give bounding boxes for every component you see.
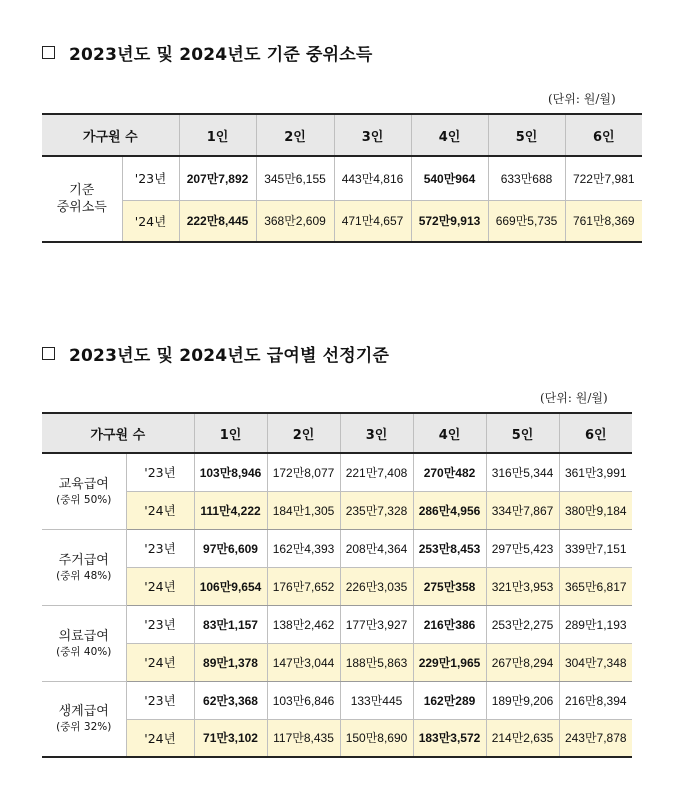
value-cell: 443만4,816 [334,156,411,200]
value-cell: 334만7,867 [486,491,559,529]
section2-unit: (단위: 원/월) [540,391,608,405]
value-cell: 633만688 [488,156,565,200]
value-cell: 270만482 [413,453,486,491]
year-cell: '23년 [126,681,194,719]
value-cell: 243만7,878 [559,719,632,757]
value-cell: 177만3,927 [340,605,413,643]
value-cell: 321만3,953 [486,567,559,605]
value-cell: 188만5,863 [340,643,413,681]
value-cell: 147만3,044 [267,643,340,681]
value-cell: 138만2,462 [267,605,340,643]
value-cell: 253만2,275 [486,605,559,643]
year-cell: '23년 [126,529,194,567]
value-cell: 183만3,572 [413,719,486,757]
value-cell: 216만8,394 [559,681,632,719]
table-row [42,605,632,643]
table-row [42,643,632,681]
value-cell: 267만8,294 [486,643,559,681]
value-cell: 235만7,328 [340,491,413,529]
value-cell: 214만2,635 [486,719,559,757]
section1-unit: (단위: 원/월) [548,92,616,106]
value-cell: 103만6,846 [267,681,340,719]
header-3-person: 3인 [334,114,411,156]
value-cell: 97만6,609 [194,529,267,567]
group-label-livelihood: 생계급여 (중위 32%) [42,681,126,757]
value-cell: 286만4,956 [413,491,486,529]
value-cell: 761만8,369 [565,200,642,242]
header-2-person: 2인 [256,114,334,156]
header-4-person: 4인 [413,413,486,453]
value-cell: 572만9,913 [411,200,488,242]
group-label-medical: 의료급여 (중위 40%) [42,605,126,681]
value-cell: 221만7,408 [340,453,413,491]
header-household-size: 가구원 수 [42,413,194,453]
value-cell: 229만1,965 [413,643,486,681]
value-cell: 380만9,184 [559,491,632,529]
group-label-education: 교육급여 (중위 50%) [42,453,126,529]
value-cell: 172만8,077 [267,453,340,491]
year-cell: '23년 [126,605,194,643]
value-cell: 207만7,892 [179,156,256,200]
year-cell: '23년 [122,156,179,200]
value-cell: 289만1,193 [559,605,632,643]
value-cell: 106만9,654 [194,567,267,605]
table-row [42,156,642,200]
header-5-person: 5인 [486,413,559,453]
header-1-person: 1인 [194,413,267,453]
year-cell: '24년 [126,719,194,757]
value-cell: 345만6,155 [256,156,334,200]
table-row [42,567,632,605]
section2-title-text: 2023년도 및 2024년도 급여별 선정기준 [69,346,390,366]
value-cell: 669만5,735 [488,200,565,242]
table-row [42,491,632,529]
value-cell: 361만3,991 [559,453,632,491]
value-cell: 540만964 [411,156,488,200]
header-4-person: 4인 [411,114,488,156]
checkbox-square-icon [42,46,55,59]
value-cell: 316만5,344 [486,453,559,491]
value-cell: 368만2,609 [256,200,334,242]
value-cell: 208만4,364 [340,529,413,567]
table-row [42,200,642,242]
value-cell: 176만7,652 [267,567,340,605]
value-cell: 216만386 [413,605,486,643]
header-household-size: 가구원 수 [42,114,179,156]
value-cell: 71만3,102 [194,719,267,757]
value-cell: 89만1,378 [194,643,267,681]
table-row [42,719,632,757]
value-cell: 83만1,157 [194,605,267,643]
value-cell: 189만9,206 [486,681,559,719]
value-cell: 150만8,690 [340,719,413,757]
value-cell: 162만4,393 [267,529,340,567]
value-cell: 222만8,445 [179,200,256,242]
value-cell: 304만7,348 [559,643,632,681]
median-income-table [42,113,642,243]
table-row [42,529,632,567]
value-cell: 253만8,453 [413,529,486,567]
value-cell: 184만1,305 [267,491,340,529]
header-6-person: 6인 [559,413,632,453]
value-cell: 62만3,368 [194,681,267,719]
section1-title-text: 2023년도 및 2024년도 기준 중위소득 [69,45,373,65]
year-cell: '24년 [126,567,194,605]
header-2-person: 2인 [267,413,340,453]
value-cell: 162만289 [413,681,486,719]
section2-title [42,341,389,366]
year-cell: '24년 [126,491,194,529]
table-row [42,681,632,719]
benefit-criteria-table [42,412,632,758]
value-cell: 297만5,423 [486,529,559,567]
group-label-housing: 주거급여 (중위 48%) [42,529,126,605]
value-cell: 133만445 [340,681,413,719]
group-label-median-income: 기준 중위소득 [42,156,122,242]
year-cell: '24년 [126,643,194,681]
header-6-person: 6인 [565,114,642,156]
value-cell: 339만7,151 [559,529,632,567]
checkbox-square-icon [42,347,55,360]
value-cell: 722만7,981 [565,156,642,200]
year-cell: '23년 [126,453,194,491]
value-cell: 226만3,035 [340,567,413,605]
value-cell: 471만4,657 [334,200,411,242]
header-5-person: 5인 [488,114,565,156]
value-cell: 117만8,435 [267,719,340,757]
table-header-row [42,114,642,156]
header-3-person: 3인 [340,413,413,453]
section1-title [42,40,373,65]
header-1-person: 1인 [179,114,256,156]
value-cell: 275만358 [413,567,486,605]
value-cell: 111만4,222 [194,491,267,529]
table-row [42,453,632,491]
year-cell: '24년 [122,200,179,242]
value-cell: 365만6,817 [559,567,632,605]
value-cell: 103만8,946 [194,453,267,491]
table-header-row [42,413,632,453]
